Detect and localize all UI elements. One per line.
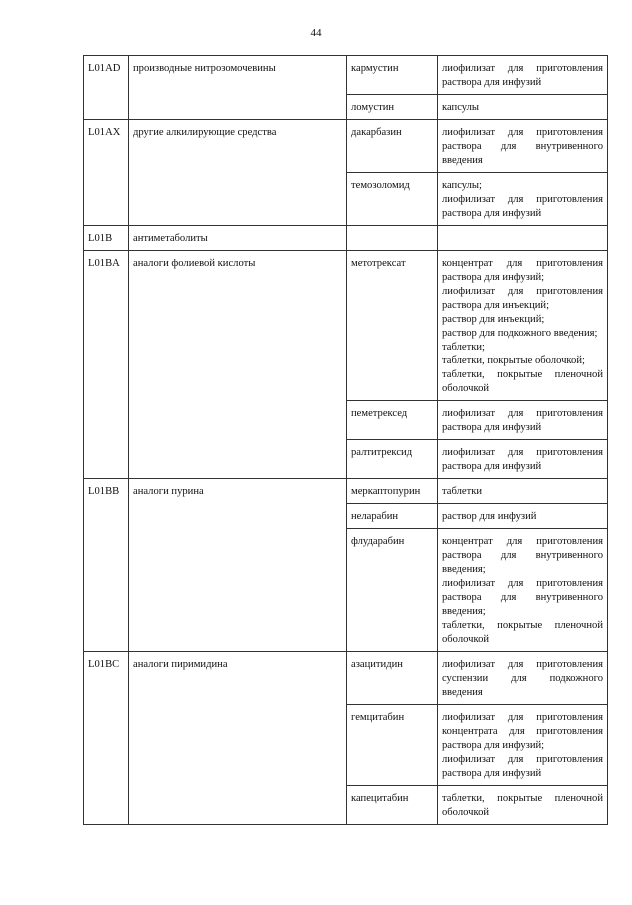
group-name: аналоги фолиевой кислоты — [129, 250, 347, 479]
dosage-form: лиофилизат для приготовления раствора для инфузий — [442, 63, 603, 88]
dosage-form: таблетки, покрытые пленочной оболочкой — [442, 620, 603, 645]
table-row — [84, 119, 608, 172]
drug-name: неларабин — [347, 504, 438, 529]
dosage-forms — [438, 225, 608, 250]
table-body — [84, 56, 608, 825]
drug-name: пеметрексед — [347, 401, 438, 440]
dosage-form: концентрат для приготовления раствора для внутривенного введения; — [442, 536, 603, 576]
dosage-forms — [438, 119, 608, 172]
dosage-form: капсулы — [442, 101, 480, 113]
dosage-form: лиофилизат для приготовления раствора для инъекций; — [442, 285, 603, 311]
table-row — [84, 225, 608, 250]
dosage-form: концентрат для приготовления раствора для инфузий; — [442, 257, 603, 283]
dosage-form: лиофилизат для приготовления раствора для инфузий — [442, 753, 603, 779]
drug-name: темозоломид — [347, 172, 438, 225]
dosage-form: таблетки; — [442, 341, 485, 353]
drug-name: флударабин — [347, 529, 438, 652]
dosage-form: раствор для инъекций; — [442, 313, 545, 325]
table-row — [84, 250, 608, 401]
page-number: 44 — [310, 27, 322, 39]
dosage-form: лиофилизат для приготовления раствора для внутривенного введения; — [442, 578, 603, 618]
group-name: производные нитрозомочевины — [129, 56, 347, 120]
dosage-forms — [438, 651, 608, 704]
drug-name: азацитидин — [347, 651, 438, 704]
dosage-forms — [438, 172, 608, 225]
dosage-forms — [438, 250, 608, 401]
group-name: аналоги пурина — [129, 479, 347, 652]
dosage-form: таблетки, покрытые пленочной оболочкой — [442, 369, 603, 395]
drug-name: ралтитрексид — [347, 440, 438, 479]
dosage-forms — [438, 401, 608, 440]
dosage-forms — [438, 504, 608, 529]
drug-name: дакарбазин — [347, 119, 438, 172]
dosage-form: раствор для подкожного введения; — [442, 327, 598, 339]
dosage-form: таблетки — [442, 486, 483, 498]
drug-name: метотрексат — [347, 250, 438, 401]
dosage-form: таблетки, покрытые оболочкой; — [442, 355, 585, 367]
drug-name: ломустин — [347, 94, 438, 119]
atc-code: L01BB — [84, 479, 129, 652]
atc-code: L01BA — [84, 250, 129, 479]
dosage-form: раствор для инфузий — [442, 511, 537, 523]
dosage-forms — [438, 704, 608, 785]
drug-name: меркаптопурин — [347, 479, 438, 504]
dosage-form: капсулы; — [442, 179, 482, 191]
dosage-forms — [438, 529, 608, 652]
atc-code: L01B — [84, 225, 129, 250]
dosage-form: лиофилизат для приготовления концентрата для приготовления раствора для инфузий; — [442, 711, 603, 751]
table-row — [84, 56, 608, 95]
dosage-form: лиофилизат для приготовления раствора для инфузий — [442, 447, 603, 473]
group-name: аналоги пиримидина — [129, 651, 347, 824]
drug-classification-table — [83, 55, 608, 825]
dosage-form: лиофилизат для приготовления раствора для внутривенного введения — [442, 126, 603, 166]
drug-name: капецитабин — [347, 785, 438, 824]
dosage-forms — [438, 440, 608, 479]
dosage-forms — [438, 94, 608, 119]
drug-name — [347, 225, 438, 250]
dosage-form: лиофилизат для приготовления раствора для инфузий — [442, 193, 603, 219]
drug-name: гемцитабин — [347, 704, 438, 785]
atc-code: L01AX — [84, 119, 129, 225]
group-name: антиметаболиты — [129, 225, 347, 250]
dosage-form: лиофилизат для приготовления раствора для инфузий — [442, 408, 603, 434]
table-row — [84, 479, 608, 504]
drug-name: кармустин — [347, 56, 438, 95]
dosage-form: таблетки, покрытые пленочной оболочкой — [442, 792, 603, 818]
atc-code: L01BC — [84, 651, 129, 824]
group-name: другие алкилирующие средства — [129, 119, 347, 225]
table-row — [84, 651, 608, 704]
dosage-form: лиофилизат для приготовления суспензии для подкожного введения — [442, 658, 603, 698]
dosage-forms — [438, 479, 608, 504]
dosage-forms — [438, 56, 608, 95]
atc-code: L01AD — [84, 56, 129, 120]
dosage-forms — [438, 785, 608, 824]
